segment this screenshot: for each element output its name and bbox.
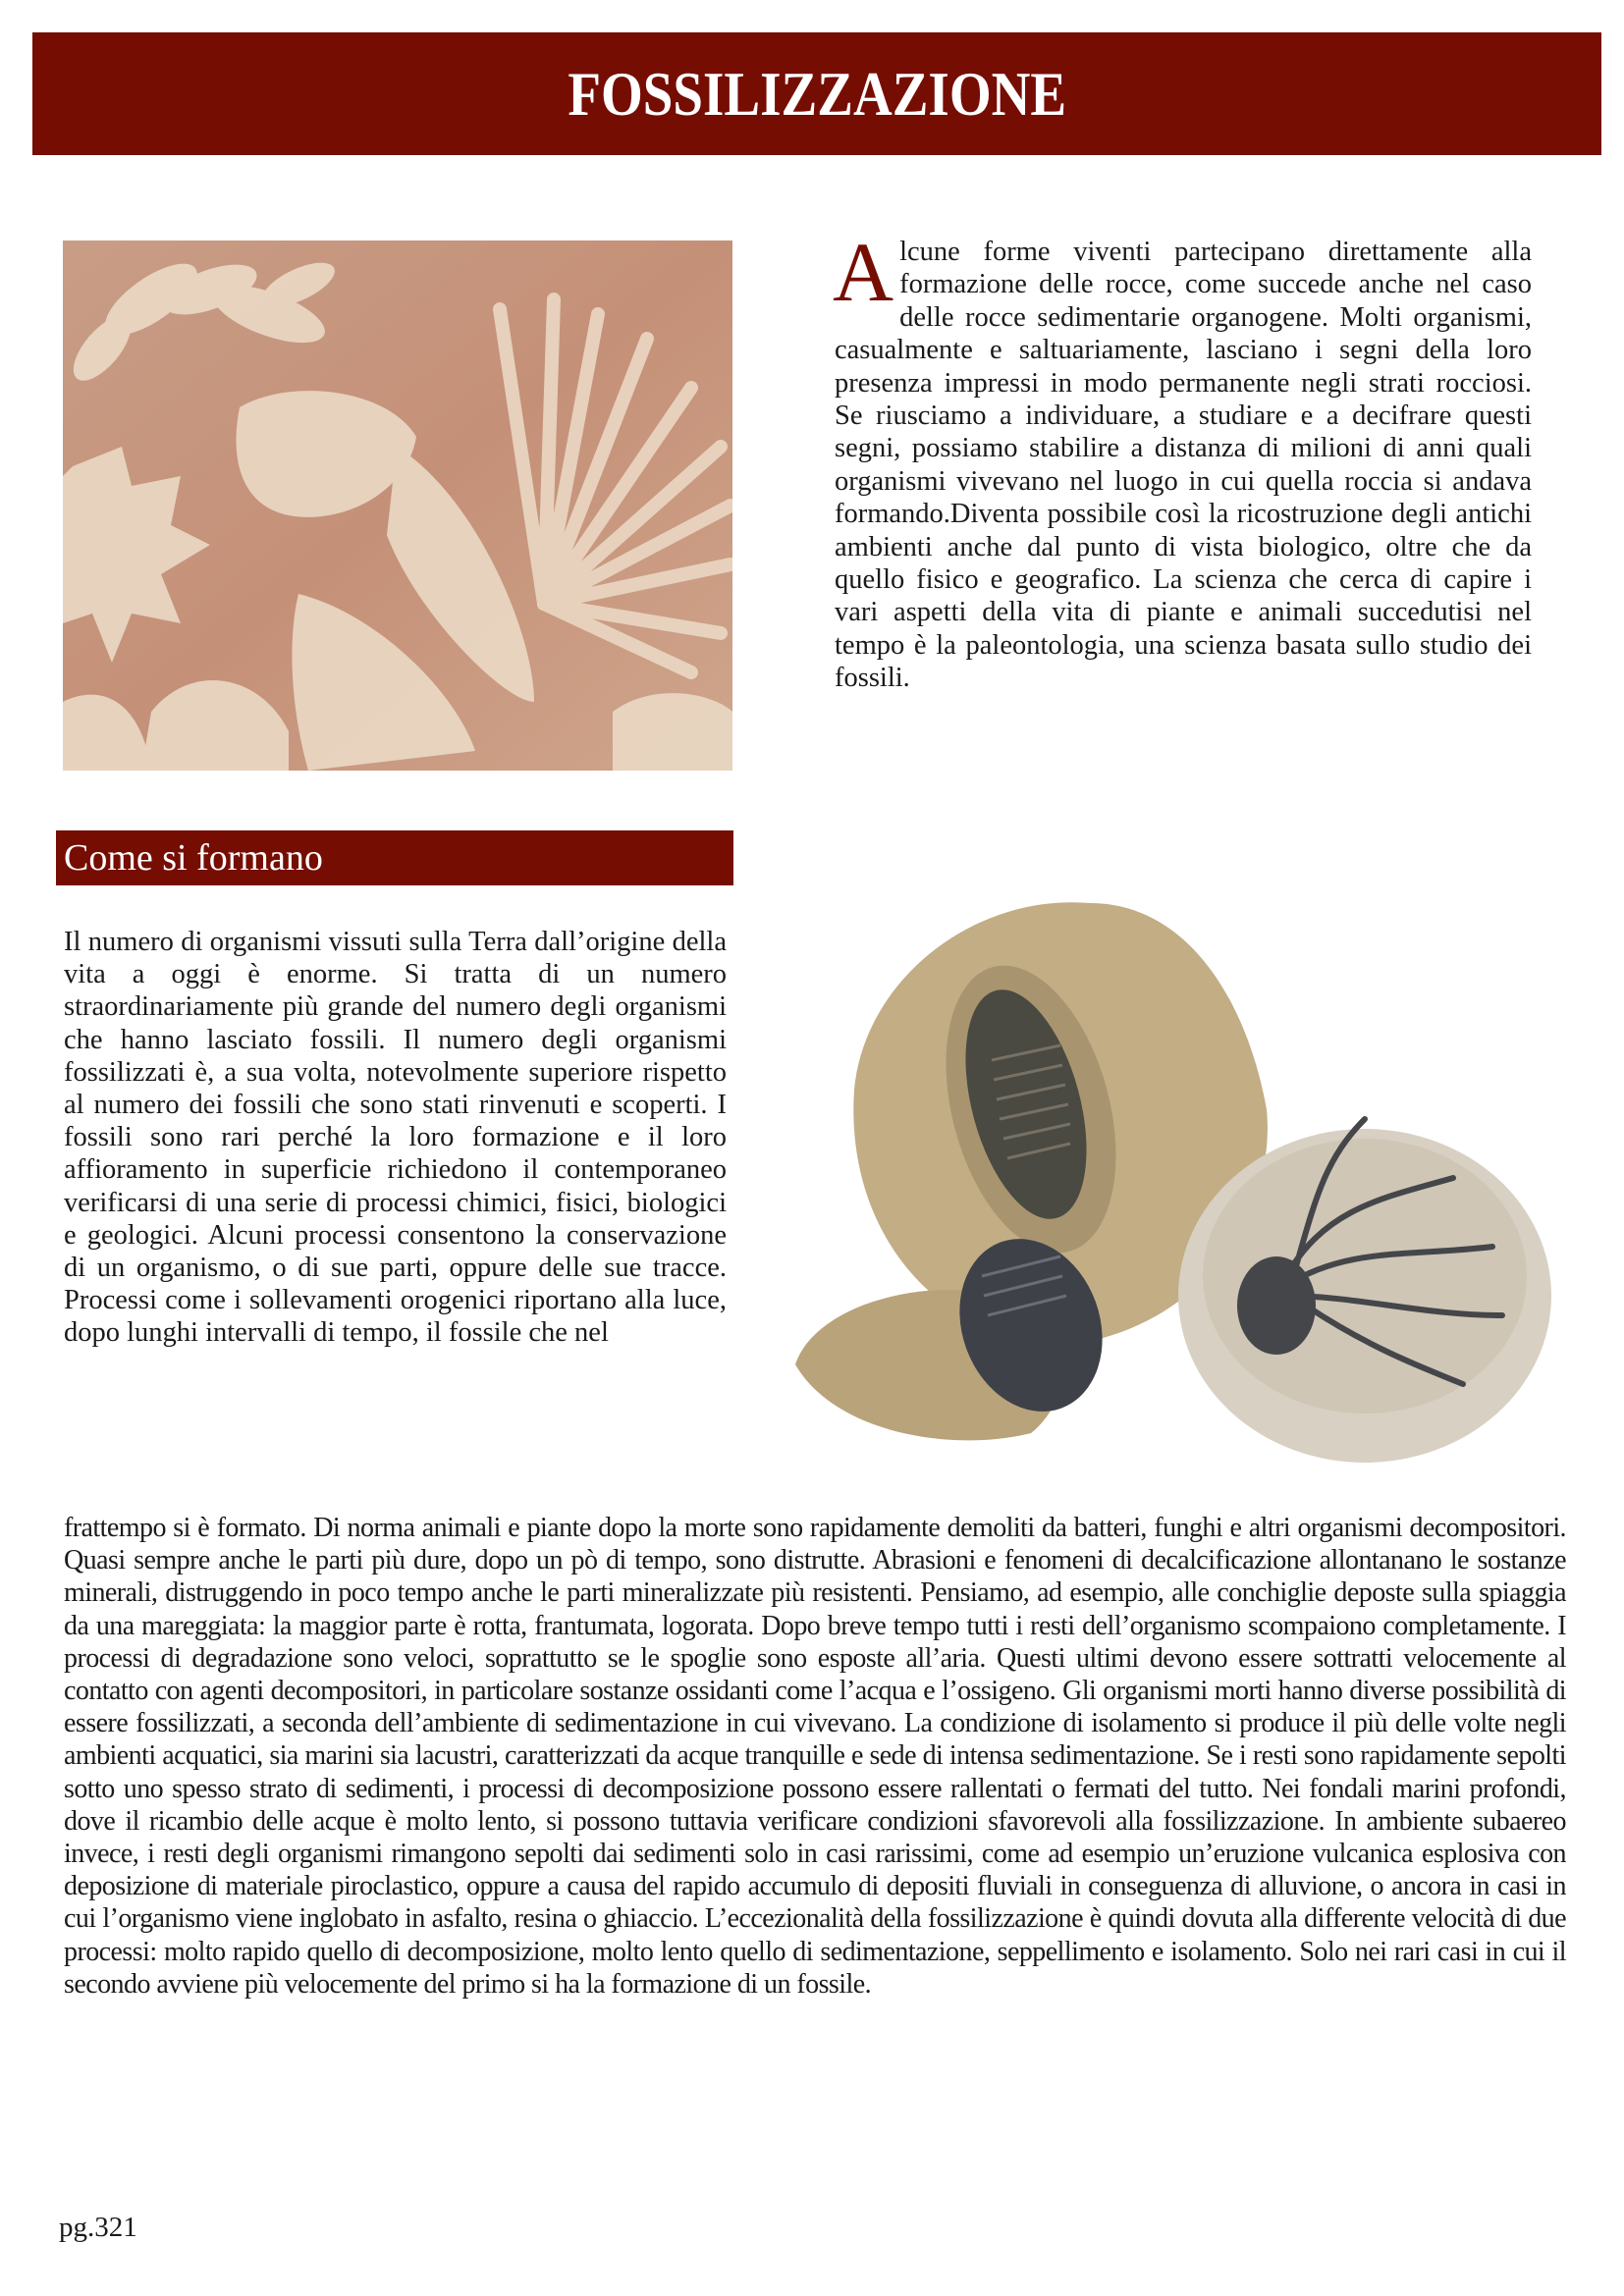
- section-full-width-text: [64, 1512, 1566, 2001]
- leaf-fossils-illustration: [63, 240, 732, 771]
- full-width-paragraph: frattempo si è formato. Di norma animali e piante dopo la morte sono rapidamente demoliti da batteri, funghi e altri organismi decompositori. Quasi sempre anche le parti più dure, dopo un pò di tempo, sono distrutte. Abrasioni e fenomeni di decalcificazione allontanano le sostanze minerali, distruggendo in poco tempo anche le parti mineralizzate più resistenti. Pensiamo, ad esempio, alle conchiglie deposte sulla spiaggia da una mareggiata: la maggior parte è rotta, frantumata, logorata. Dopo breve tempo tutti i resti dell’organismo scompaiono completamente. I processi di degradazione sono veloci, soprattutto se le spoglie sono esposte all’aria. Questi ultimi devono essere sottratti velocemente al contatto con agenti decompositori, in particolare sostanze ossidanti come l’acqua e l’ossigeno. Gli organismi morti hanno diverse possibilità di essere fossilizzati, a seconda dell’ambiente di sedimentazione in cui vivevano. La condizione di isolamento si produce il più delle volte negli ambienti acquatici, sia marini sia lacustri, caratterizzati da acque tranquille e sede di intensa sedimentazione. Se i resti sono rapidamente sepolti sotto uno spesso strato di sedimenti, i processi di decomposizione possono essere rallentati o fermati del tutto. Nei fondali marini profondi, dove il ricambio delle acque è molto lento, si possono tuttavia verificare condizioni sfavorevoli alla fossilizzazione. In ambiente subaereo invece, i resti degli organismi rimangono sepolti dai sedimenti solo in casi rarissimi, come ad esempio un’eruzione vulcanica esplosiva con deposizione di materiale piroclastico, oppure a causa del rapido accumulo di depositi fluviali in conseguenza di alluvione, o ancora in casi in cui l’organismo viene inglobato in asfalto, resina o ghiaccio. L’eccezionalità della fossilizzazione è quindi dovuta alla differente velocità di due processi: molto rapido quello di decomposizione, molto lento quello di sedimentazione, seppellimento e isolamento. Solo nei rari casi in cui il secondo avviene più velocemente del primo si ha la formazione di un fossile.: [64, 1513, 1566, 2000]
- column-paragraph: Il numero di organismi vissuti sulla Terra dall’origine della vita a oggi è enorme. Si tratta di un numero straordinariamente più grande del numero degli organismi che hanno lasciato fossili. Il numero degli organismi fossilizzati è, a sua volta, notevolmente superiore rispetto al numero dei fossili che sono stati rinvenuti e scoperti. I fossili sono rari perché la loro formazione e il loro affioramento in superficie richiedono il contemporaneo verificarsi di una serie di processi chimici, fisici, biologici e geologici. Alcuni processi consentono la conservazione di un organismo, o di sue parti, oppure delle sue tracce. Processi come i sollevamenti orogenici riportano alla luce, dopo lunghi intervalli di tempo, il fossile che nel: [64, 927, 727, 1349]
- section-heading: Come si formano: [64, 837, 323, 879]
- trilobite-fossils-photo: [776, 883, 1561, 1463]
- page-title: FOSSILIZZAZIONE: [568, 58, 1066, 129]
- intro-paragraph: [833, 225, 1532, 695]
- section-column-text: [64, 926, 727, 1350]
- trilobite-fossils-illustration: [776, 883, 1561, 1463]
- intro-text: lcune forme viventi partecipano direttamente alla formazione delle rocce, come succede anche nel caso delle rocce sedimentarie organogene. Molti organismi, casualmente e saltuariamente, lasciano i segni della loro presenza impressi in modo permanente negli strati rocciosi. Se riusciamo a individuare, a studiare e a decifrare questi segni, possiamo stabilire a distanza di milioni di anni quali organismi vivevano nel luogo in cui quella roccia si andava formando.Diventa possibile così la ricostruzione degli antichi ambienti anche dal punto di vista biologico, oltre che da quello fisico e geografico. La scienza che cerca di capire i vari aspetti della vita di piante e animali succedutisi nel tempo è la paleontologia, una scienza basata sullo studio dei fossili.: [835, 237, 1532, 694]
- section-banner: [56, 830, 733, 885]
- drop-cap: A: [833, 225, 894, 319]
- title-banner: [32, 32, 1601, 155]
- leaf-fossils-photo: [63, 240, 732, 771]
- page-number: pg.321: [59, 2212, 137, 2243]
